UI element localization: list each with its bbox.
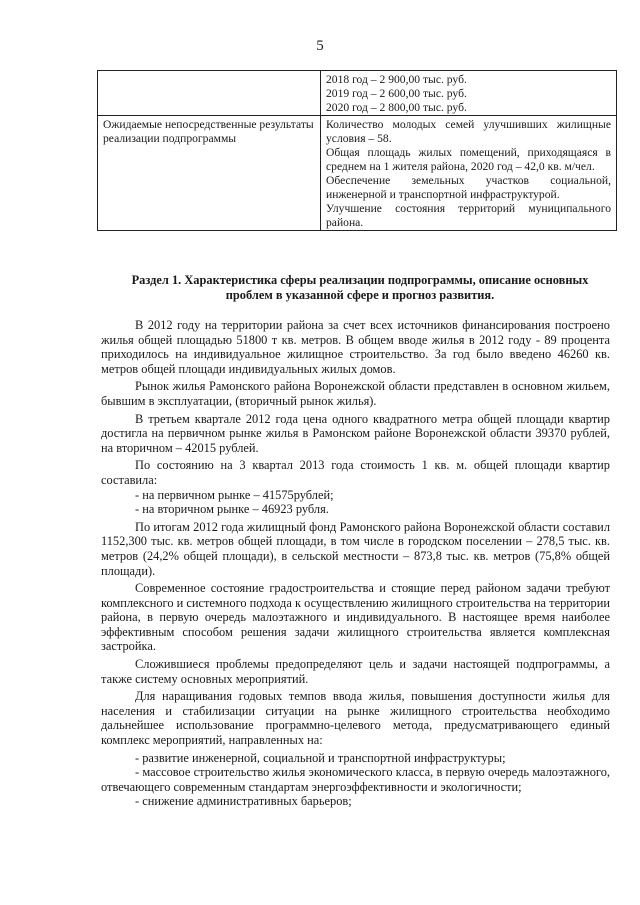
paragraph: В третьем квартале 2012 года цена одного квадратного метра общей площади квартир достигла на первичном рынке жилья в Рамонском районе Воронежской области 39370 рублей, на вторичном – 42015 рублей. — [101, 411, 610, 455]
paragraph: В 2012 году на территории района за счет всех источников финансирования построено жилья общей площадью 51800 т кв. метров. В общем вводе жилья в 2012 году - 89 процента приходилось на индивидуальное жилищное строительство. За год было введено 46260 кв. метров общей площади индивидуальных жилых домов. — [101, 318, 610, 376]
page-number: 5 — [316, 38, 324, 54]
result-line: Общая площадь жилых помещений, приходящаяся в среднем на 1 жителя района, 2020 год – 42,0 кв. м/чел. — [326, 146, 611, 173]
paragraph: По итогам 2012 года жилищный фонд Рамонского района Воронежской области составил 1152,300 тыс. кв. метров общей площади, в том числе в городском поселении – 278,5 тыс. кв. метров (24,2% общей площади), в сельской местности – 873,8 тыс. кв. метров (75,8% общей площади). — [101, 519, 610, 578]
list-item: - на первичном рынке – 41575рублей; — [135, 487, 334, 502]
table-cell-label: Ожидаемые непосредственные результаты реализации подпрограммы — [98, 116, 321, 231]
section-heading: Раздел 1. Характеристика сферы реализации подпрограммы, описание основных проблем в указанной сфере и прогноз развития. — [131, 273, 589, 302]
table-row — [98, 116, 617, 231]
result-line: Улучшение состояния территорий муниципального района. — [326, 202, 611, 229]
table-cell-label — [98, 71, 321, 116]
table-row — [98, 71, 617, 116]
table-cell-value — [321, 71, 617, 116]
list-item: - снижение административных барьеров; — [135, 794, 352, 809]
paragraph: Современное состояние градостроительства и стоящие перед районом задачи требуют комплексного и системного подхода к осуществлению жилищного строительства на территории района, в первую очередь малоэтажного и индивидуального. В настоящее время наиболее эффективным способом решения задачи жилищного строительства является комплексная застройка. — [101, 581, 610, 654]
funding-line: 2020 год – 2 800,00 тыс. руб. — [326, 101, 467, 114]
funding-line: 2019 год – 2 600,00 тыс. руб. — [326, 87, 467, 100]
table-cell-value — [321, 116, 617, 231]
result-line: Обеспечение земельных участков социальной, инженерной и транспортной инфраструктурой. — [326, 174, 611, 201]
body-text — [101, 318, 610, 809]
list-item: - на вторичном рынке – 46923 рубля. — [135, 502, 329, 517]
paragraph: Для наращивания годовых темпов ввода жилья, повышения доступности жилья для населения и стабилизации ситуации на рынке жилищного строительства необходимо дальнейшее использование программно-целевого метода, предусматривающего единый комплекс мероприятий, направленных на: — [101, 689, 610, 748]
result-line: Количество молодых семей улучшивших жилищные условия – 58. — [326, 118, 611, 145]
paragraph: Сложившиеся проблемы предопределяют цель и задачи настоящей подпрограммы, а также систему основных мероприятий. — [101, 657, 610, 686]
list-item: - массовое строительство жилья экономического класса, в первую очередь малоэтажного, отвечающего современным стандартам энергоэффективности и экологичности; — [101, 765, 610, 794]
funding-line: 2018 год – 2 900,00 тыс. руб. — [326, 73, 467, 86]
list-item: - развитие инженерной, социальной и транспортной инфраструктуры; — [135, 750, 506, 765]
passport-table — [97, 70, 617, 231]
paragraph: По состоянию на 3 квартал 2013 года стоимость 1 кв. м. общей площади квартир составила: — [101, 458, 610, 487]
paragraph: Рынок жилья Рамонского района Воронежской области представлен в основном жильем, бывшим в эксплуатации, (вторичный рынок жилья). — [101, 379, 610, 408]
